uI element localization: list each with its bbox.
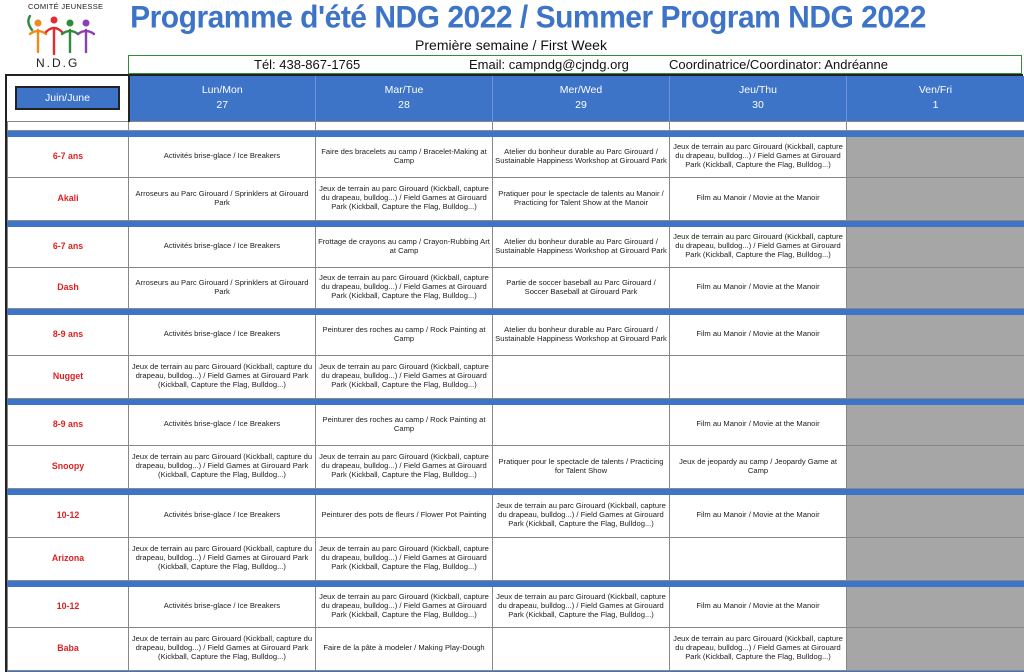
- activity-cell: Jeux de jeopardy au camp / Jeopardy Game at Camp: [670, 445, 847, 488]
- activity-cell: [670, 537, 847, 580]
- page-subtitle: Première semaine / First Week: [415, 37, 607, 53]
- activity-cell: Jeux de terrain au parc Girouard (Kickball, capture du drapeau, bulldog...) / Field Games at Girouard Park (Kickball, Capture the Flag, Bulldog...): [316, 537, 493, 580]
- friday-cell: [847, 267, 1024, 308]
- contact-coordinator: Coordinatrice/Coordinator: Andréanne: [669, 57, 888, 72]
- month-cell: [8, 76, 129, 121]
- activity-cell: Atelier du bonheur durable au Parc Girouard / Sustainable Happiness Workshop at Girouard Park: [493, 226, 670, 267]
- activity-cell: Frottage de crayons au camp / Crayon-Rubbing Art at Camp: [316, 226, 493, 267]
- day-header: Jeu/Thu 30: [670, 76, 847, 121]
- table-row: [8, 314, 1024, 355]
- activity-cell: Pratiquer pour le spectacle de talents au Manoir / Practicing for Talent Show at the Manoir: [493, 177, 670, 220]
- activity-cell: Jeux de terrain au parc Girouard (Kickball, capture du drapeau, bulldog...) / Field Games at Girouard Park (Kickball, Capture the Flag, Bulldog...): [129, 627, 316, 670]
- group-label: Dash: [8, 267, 129, 308]
- day-header: Mer/Wed 29: [493, 76, 670, 121]
- friday-cell: [847, 494, 1024, 537]
- activity-cell: Jeux de terrain au parc Girouard (Kickball, capture du drapeau, bulldog...) / Field Games at Girouard Park (Kickball, Capture the Flag, Bulldog...): [493, 586, 670, 627]
- group-label: 6-7 ans: [8, 136, 129, 177]
- activity-cell: Activités brise-glace / Ice Breakers: [129, 314, 316, 355]
- activity-cell: Jeux de terrain au parc Girouard (Kickball, capture du drapeau, bulldog...) / Field Games at Girouard Park (Kickball, Capture the Flag, Bulldog...): [670, 226, 847, 267]
- activity-cell: Partie de soccer baseball au Parc Girouard / Soccer Baseball at Girouard Park: [493, 267, 670, 308]
- table-row: [8, 355, 1024, 398]
- day-header: Ven/Fri 1: [847, 76, 1024, 121]
- group-label: Akali: [8, 177, 129, 220]
- table-row: [8, 267, 1024, 308]
- activity-cell: Atelier du bonheur durable au Parc Girouard / Sustainable Happiness Workshop at Girouard Park: [493, 314, 670, 355]
- month-label: Juin/June: [15, 86, 120, 110]
- activity-cell: Atelier du bonheur durable au Parc Girouard / Sustainable Happiness Workshop at Girouard Park: [493, 136, 670, 177]
- activity-cell: Peinturer des roches au camp / Rock Painting at Camp: [316, 314, 493, 355]
- schedule-grid: [5, 74, 1023, 672]
- activity-cell: Activités brise-glace / Ice Breakers: [129, 494, 316, 537]
- table-row: [8, 226, 1024, 267]
- activity-cell: [493, 627, 670, 670]
- activity-cell: Activités brise-glace / Ice Breakers: [129, 586, 316, 627]
- activity-cell: Jeux de terrain au parc Girouard (Kickball, capture du drapeau, bulldog...) / Field Games at Girouard Park (Kickball, Capture the Flag, Bulldog...): [316, 445, 493, 488]
- activity-cell: Jeux de terrain au parc Girouard (Kickball, capture du drapeau, bulldog...) / Field Games at Girouard Park (Kickball, Capture the Flag, Bulldog...): [316, 586, 493, 627]
- table-row: [8, 537, 1024, 580]
- table-row: [8, 177, 1024, 220]
- activity-cell: Film au Manoir / Movie at the Manoir: [670, 404, 847, 445]
- activity-cell: [493, 404, 670, 445]
- friday-cell: [847, 404, 1024, 445]
- group-label: Snoopy: [8, 445, 129, 488]
- contact-bar: [128, 55, 1022, 74]
- activity-cell: [493, 537, 670, 580]
- table-row: [8, 586, 1024, 627]
- friday-cell: [847, 627, 1024, 670]
- activity-cell: Faire des bracelets au camp / Bracelet-Making at Camp: [316, 136, 493, 177]
- friday-cell: [847, 136, 1024, 177]
- friday-cell: [847, 177, 1024, 220]
- activity-cell: Jeux de terrain au parc Girouard (Kickball, capture du drapeau, bulldog...) / Field Games at Girouard Park (Kickball, Capture the Flag, Bulldog...): [316, 267, 493, 308]
- activity-cell: [670, 355, 847, 398]
- blank-row: [8, 121, 1024, 130]
- activity-cell: Peinturer des roches au camp / Rock Painting at Camp: [316, 404, 493, 445]
- group-label: 6-7 ans: [8, 226, 129, 267]
- friday-cell: [847, 445, 1024, 488]
- contact-phone: Tél: 438-867-1765: [254, 57, 361, 72]
- contact-email: Email: campndg@cjndg.org: [469, 57, 629, 72]
- activity-cell: Arroseurs au Parc Girouard / Sprinklers at Girouard Park: [129, 267, 316, 308]
- group-label: Arizona: [8, 537, 129, 580]
- group-label: 10-12: [8, 586, 129, 627]
- day-header: Lun/Mon 27: [129, 76, 316, 121]
- activity-cell: Jeux de terrain au parc Girouard (Kickball, capture du drapeau, bulldog...) / Field Games at Girouard Park (Kickball, Capture the Flag, Bulldog...): [316, 177, 493, 220]
- activity-cell: Jeux de terrain au parc Girouard (Kickball, capture du drapeau, bulldog...) / Field Games at Girouard Park (Kickball, Capture the Flag, Bulldog...): [129, 445, 316, 488]
- activity-cell: Arroseurs au Parc Girouard / Sprinklers at Girouard Park: [129, 177, 316, 220]
- activity-cell: Jeux de terrain au parc Girouard (Kickball, capture du drapeau, bulldog...) / Field Games at Girouard Park (Kickball, Capture the Flag, Bulldog...): [129, 355, 316, 398]
- activity-cell: Peinturer des pots de fleurs / Flower Pot Painting: [316, 494, 493, 537]
- activity-cell: Activités brise-glace / Ice Breakers: [129, 404, 316, 445]
- activity-cell: Activités brise-glace / Ice Breakers: [129, 226, 316, 267]
- group-label: Baba: [8, 627, 129, 670]
- activity-cell: Jeux de terrain au parc Girouard (Kickball, capture du drapeau, bulldog...) / Field Games at Girouard Park (Kickball, Capture the Flag, Bulldog...): [670, 627, 847, 670]
- friday-cell: [847, 586, 1024, 627]
- logo: [16, 2, 108, 72]
- activity-cell: Jeux de terrain au parc Girouard (Kickball, capture du drapeau, bulldog...) / Field Games at Girouard Park (Kickball, Capture the Flag, Bulldog...): [316, 355, 493, 398]
- schedule-table: [7, 76, 1024, 672]
- group-label: 10-12: [8, 494, 129, 537]
- friday-cell: [847, 314, 1024, 355]
- day-header: Mar/Tue 28: [316, 76, 493, 121]
- group-label: 8-9 ans: [8, 314, 129, 355]
- friday-cell: [847, 226, 1024, 267]
- group-label: Nugget: [8, 355, 129, 398]
- table-row: [8, 136, 1024, 177]
- activity-cell: Film au Manoir / Movie at the Manoir: [670, 314, 847, 355]
- friday-cell: [847, 355, 1024, 398]
- page-title: Programme d'été NDG 2022 / Summer Program NDG 2022: [130, 0, 926, 35]
- activity-cell: Jeux de terrain au parc Girouard (Kickball, capture du drapeau, bulldog...) / Field Games at Girouard Park (Kickball, Capture the Flag, Bulldog...): [670, 136, 847, 177]
- table-row: [8, 445, 1024, 488]
- activity-cell: Film au Manoir / Movie at the Manoir: [670, 586, 847, 627]
- activity-cell: [493, 355, 670, 398]
- activity-cell: Faire de la pâte à modeler / Making Play-Dough: [316, 627, 493, 670]
- activity-cell: Jeux de terrain au parc Girouard (Kickball, capture du drapeau, bulldog...) / Field Games at Girouard Park (Kickball, Capture the Flag, Bulldog...): [129, 537, 316, 580]
- logo-ndg: N.D.G: [36, 56, 80, 70]
- activity-cell: Activités brise-glace / Ice Breakers: [129, 136, 316, 177]
- activity-cell: Film au Manoir / Movie at the Manoir: [670, 494, 847, 537]
- logo-text: COMITÉ JEUNESSE: [28, 2, 104, 11]
- friday-cell: [847, 537, 1024, 580]
- table-row: [8, 627, 1024, 670]
- table-row: [8, 494, 1024, 537]
- group-label: 8-9 ans: [8, 404, 129, 445]
- table-row: [8, 404, 1024, 445]
- activity-cell: Jeux de terrain au parc Girouard (Kickball, capture du drapeau, bulldog...) / Field Games at Girouard Park (Kickball, Capture the Flag, Bulldog...): [493, 494, 670, 537]
- activity-cell: Film au Manoir / Movie at the Manoir: [670, 267, 847, 308]
- header-row: [8, 76, 1024, 121]
- activity-cell: Film au Manoir / Movie at the Manoir: [670, 177, 847, 220]
- activity-cell: Pratiquer pour le spectacle de talents / Practicing for Talent Show: [493, 445, 670, 488]
